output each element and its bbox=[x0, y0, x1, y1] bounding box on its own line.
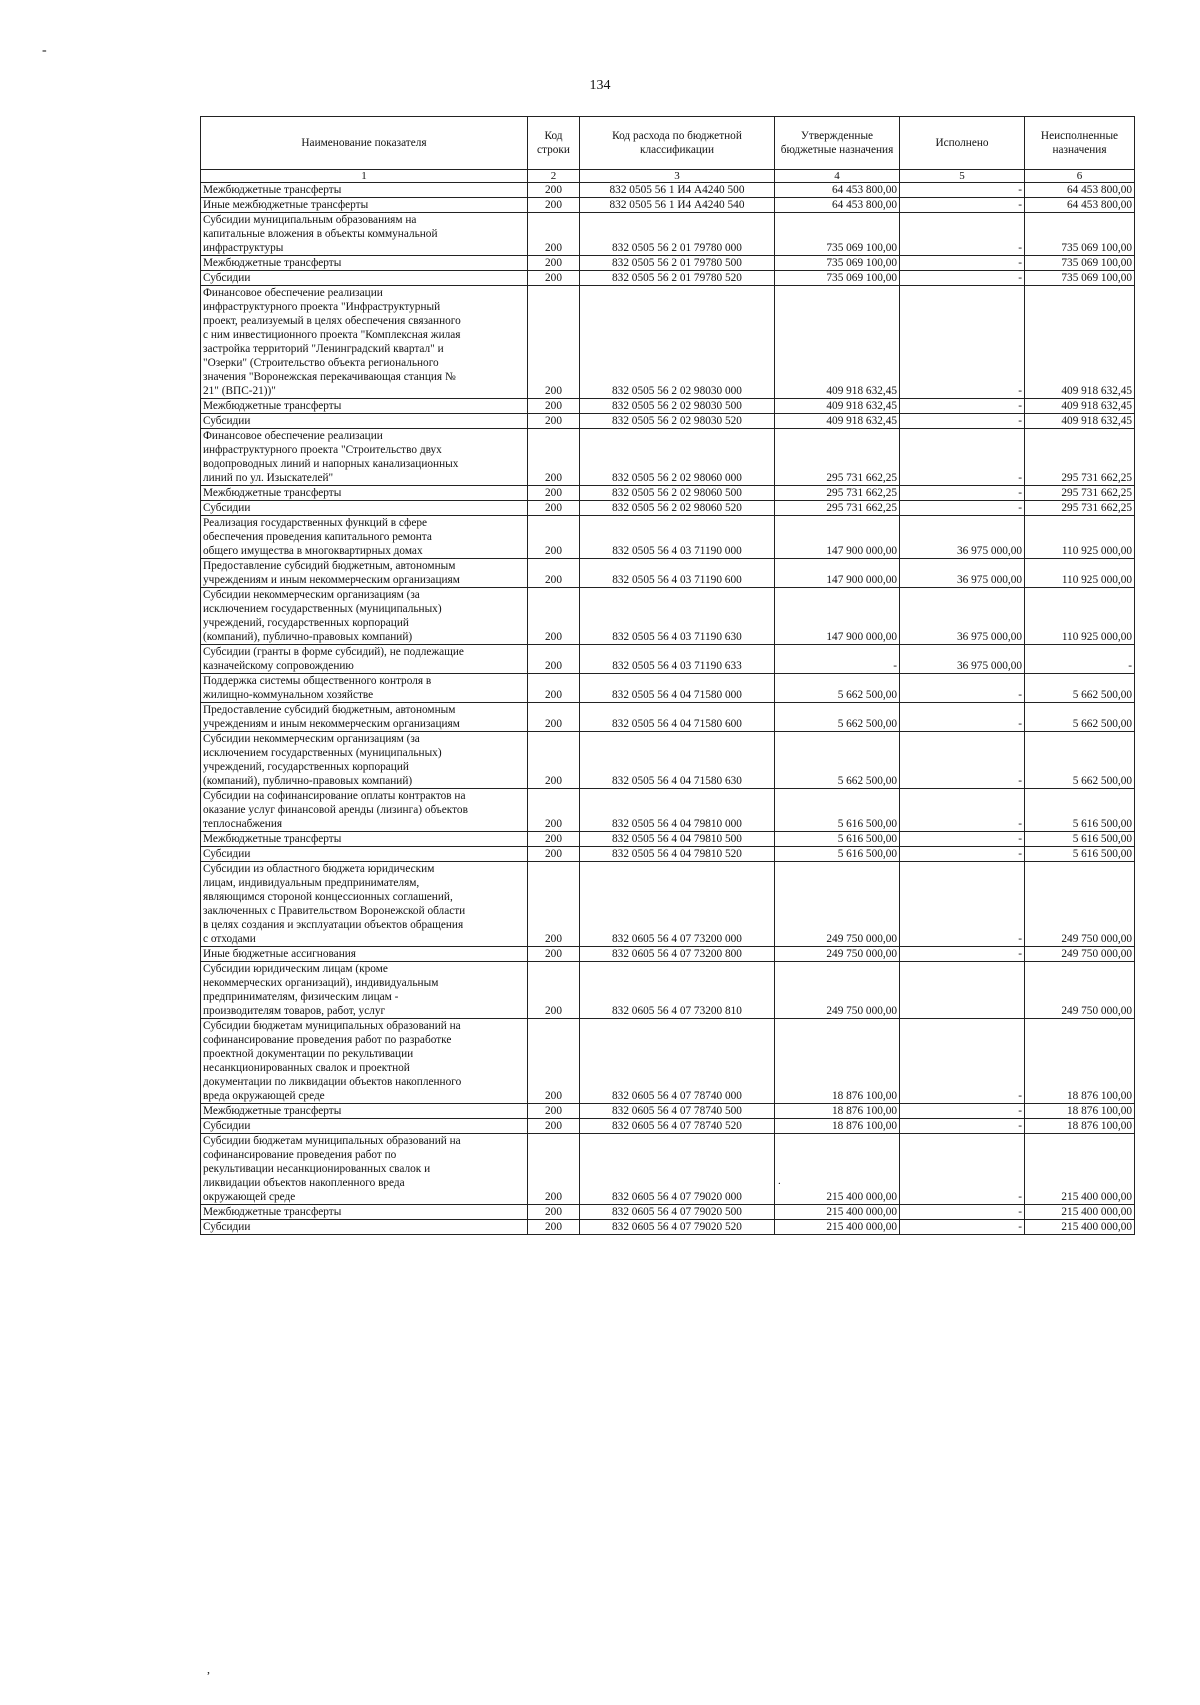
row-executed-cell: - bbox=[900, 1119, 1025, 1134]
row-name-cell: Финансовое обеспечение реализации инфраструктурного проекта "Строительство двух водопроводных линий и напорных канализационных линий по ул. Изыскателей" bbox=[201, 429, 528, 486]
row-code-cell: 200 bbox=[528, 286, 580, 399]
row-unexecuted-cell: 735 069 100,00 bbox=[1025, 213, 1135, 256]
row-approved-cell: 249 750 000,00 bbox=[775, 962, 900, 1019]
row-name-cell: Субсидии муниципальным образованиям на капитальные вложения в объекты коммунальной инфраструктуры bbox=[201, 213, 528, 256]
row-executed-cell bbox=[900, 962, 1025, 1019]
table-row bbox=[201, 789, 1135, 832]
row-approved-cell: 5 662 500,00 bbox=[775, 674, 900, 703]
row-approved-cell: 215 400 000,00 bbox=[775, 1134, 900, 1205]
table-row bbox=[201, 645, 1135, 674]
row-budget-code-cell: 832 0605 56 4 07 79020 000 bbox=[580, 1134, 775, 1205]
row-name-cell: Межбюджетные трансферты bbox=[201, 399, 528, 414]
column-number: 5 bbox=[900, 170, 1025, 183]
row-approved-cell: 5 662 500,00 bbox=[775, 732, 900, 789]
table-row bbox=[201, 862, 1135, 947]
row-executed-cell: - bbox=[900, 256, 1025, 271]
row-budget-code-cell: 832 0505 56 4 04 71580 600 bbox=[580, 703, 775, 732]
header-code: Код строки bbox=[528, 117, 580, 170]
row-executed-cell: - bbox=[900, 1205, 1025, 1220]
row-budget-code-cell: 832 0505 56 2 01 79780 520 bbox=[580, 271, 775, 286]
row-name-cell: Субсидии бюджетам муниципальных образований на софинансирование проведения работ по разработке проектной документации по рекультивации несанкционированных свалок и проектной документации по ликвидации объектов накопленного вреда окружающей среде bbox=[201, 1019, 528, 1104]
row-approved-cell: 409 918 632,45 bbox=[775, 399, 900, 414]
row-executed-cell: - bbox=[900, 1019, 1025, 1104]
row-executed-cell: - bbox=[900, 213, 1025, 256]
row-budget-code-cell: 832 0505 56 2 01 79780 000 bbox=[580, 213, 775, 256]
row-approved-cell: 5 662 500,00 bbox=[775, 703, 900, 732]
header-row bbox=[201, 117, 1135, 170]
row-code-cell: 200 bbox=[528, 429, 580, 486]
table-row bbox=[201, 516, 1135, 559]
row-code-cell: 200 bbox=[528, 486, 580, 501]
row-code-cell: 200 bbox=[528, 1220, 580, 1235]
row-approved-cell: 18 876 100,00 bbox=[775, 1019, 900, 1104]
row-unexecuted-cell: 249 750 000,00 bbox=[1025, 862, 1135, 947]
row-code-cell: 200 bbox=[528, 832, 580, 847]
row-unexecuted-cell: 409 918 632,45 bbox=[1025, 399, 1135, 414]
row-unexecuted-cell: 735 069 100,00 bbox=[1025, 256, 1135, 271]
row-approved-cell: 295 731 662,25 bbox=[775, 501, 900, 516]
row-executed-cell: - bbox=[900, 1104, 1025, 1119]
row-budget-code-cell: 832 0505 56 2 02 98060 520 bbox=[580, 501, 775, 516]
row-code-cell: 200 bbox=[528, 559, 580, 588]
row-unexecuted-cell: 64 453 800,00 bbox=[1025, 198, 1135, 213]
table-row bbox=[201, 1019, 1135, 1104]
scan-dot-mark: . bbox=[778, 1175, 781, 1187]
row-budget-code-cell: 832 0505 56 2 01 79780 500 bbox=[580, 256, 775, 271]
row-unexecuted-cell: 249 750 000,00 bbox=[1025, 947, 1135, 962]
row-code-cell: 200 bbox=[528, 862, 580, 947]
row-name-cell: Межбюджетные трансферты bbox=[201, 832, 528, 847]
row-budget-code-cell: 832 0605 56 4 07 78740 520 bbox=[580, 1119, 775, 1134]
scan-dash-mark: - bbox=[42, 43, 47, 58]
row-code-cell: 200 bbox=[528, 645, 580, 674]
row-name-cell: Субсидии бюджетам муниципальных образований на софинансирование проведения работ по рекультивации несанкционированных свалок и ликвидации объектов накопленного вреда окружающей среде bbox=[201, 1134, 528, 1205]
row-code-cell: 200 bbox=[528, 1104, 580, 1119]
row-executed-cell: - bbox=[900, 947, 1025, 962]
row-code-cell: 200 bbox=[528, 198, 580, 213]
row-budget-code-cell: 832 0605 56 4 07 73200 810 bbox=[580, 962, 775, 1019]
row-code-cell: 200 bbox=[528, 962, 580, 1019]
row-approved-cell: 249 750 000,00 bbox=[775, 862, 900, 947]
row-unexecuted-cell: 215 400 000,00 bbox=[1025, 1134, 1135, 1205]
row-code-cell: 200 bbox=[528, 674, 580, 703]
table-row bbox=[201, 286, 1135, 399]
row-name-cell: Иные межбюджетные трансферты bbox=[201, 198, 528, 213]
table-row bbox=[201, 501, 1135, 516]
row-approved-cell: 18 876 100,00 bbox=[775, 1104, 900, 1119]
row-unexecuted-cell: 18 876 100,00 bbox=[1025, 1119, 1135, 1134]
header-approved: Утвержденные бюджетные назначения bbox=[775, 117, 900, 170]
row-name-cell: Финансовое обеспечение реализации инфраструктурного проекта "Инфраструктурный проект, реализуемый в целях обеспечения связанного с ним инвестиционного проекта "Комплексная жилая застройка территорий "Ленинградский квартал" и "Озерки" (Строительство объекта регионального значения "Воронежская перекачивающая станция № 21" (ВПС-21))" bbox=[201, 286, 528, 399]
row-name-cell: Предоставление субсидий бюджетным, автономным учреждениям и иным некоммерческим организациям bbox=[201, 559, 528, 588]
row-code-cell: 200 bbox=[528, 271, 580, 286]
row-approved-cell: 64 453 800,00 bbox=[775, 198, 900, 213]
row-budget-code-cell: 832 0505 56 4 03 71190 000 bbox=[580, 516, 775, 559]
row-approved-cell: 735 069 100,00 bbox=[775, 256, 900, 271]
row-executed-cell: - bbox=[900, 198, 1025, 213]
table-row bbox=[201, 429, 1135, 486]
row-budget-code-cell: 832 0505 56 4 04 79810 500 bbox=[580, 832, 775, 847]
row-unexecuted-cell: 5 662 500,00 bbox=[1025, 674, 1135, 703]
row-approved-cell: 147 900 000,00 bbox=[775, 516, 900, 559]
row-budget-code-cell: 832 0505 56 2 02 98030 520 bbox=[580, 414, 775, 429]
row-code-cell: 200 bbox=[528, 588, 580, 645]
table-row bbox=[201, 256, 1135, 271]
row-approved-cell: 409 918 632,45 bbox=[775, 286, 900, 399]
row-budget-code-cell: 832 0505 56 2 02 98030 500 bbox=[580, 399, 775, 414]
table-row bbox=[201, 703, 1135, 732]
row-executed-cell: - bbox=[900, 414, 1025, 429]
row-code-cell: 200 bbox=[528, 1119, 580, 1134]
row-unexecuted-cell: 18 876 100,00 bbox=[1025, 1019, 1135, 1104]
column-number: 6 bbox=[1025, 170, 1135, 183]
row-approved-cell: 18 876 100,00 bbox=[775, 1119, 900, 1134]
row-budget-code-cell: 832 0605 56 4 07 78740 000 bbox=[580, 1019, 775, 1104]
table-row bbox=[201, 1220, 1135, 1235]
row-unexecuted-cell: 5 662 500,00 bbox=[1025, 732, 1135, 789]
column-number: 1 bbox=[201, 170, 528, 183]
row-unexecuted-cell: 409 918 632,45 bbox=[1025, 286, 1135, 399]
row-budget-code-cell: 832 0505 56 4 04 79810 000 bbox=[580, 789, 775, 832]
row-unexecuted-cell: 5 616 500,00 bbox=[1025, 832, 1135, 847]
table-row bbox=[201, 1119, 1135, 1134]
table-row bbox=[201, 962, 1135, 1019]
row-name-cell: Субсидии на софинансирование оплаты контрактов на оказание услуг финансовой аренды (лизинга) объектов теплоснабжения bbox=[201, 789, 528, 832]
header-name: Наименование показателя bbox=[201, 117, 528, 170]
row-executed-cell: 36 975 000,00 bbox=[900, 588, 1025, 645]
row-approved-cell: 735 069 100,00 bbox=[775, 271, 900, 286]
row-code-cell: 200 bbox=[528, 1134, 580, 1205]
row-executed-cell: - bbox=[900, 703, 1025, 732]
table-row bbox=[201, 183, 1135, 198]
row-unexecuted-cell: - bbox=[1025, 645, 1135, 674]
table-row bbox=[201, 674, 1135, 703]
table-row bbox=[201, 832, 1135, 847]
row-executed-cell: - bbox=[900, 862, 1025, 947]
row-budget-code-cell: 832 0505 56 4 04 71580 630 bbox=[580, 732, 775, 789]
row-code-cell: 200 bbox=[528, 789, 580, 832]
row-unexecuted-cell: 409 918 632,45 bbox=[1025, 414, 1135, 429]
table-row bbox=[201, 271, 1135, 286]
row-name-cell: Поддержка системы общественного контроля в жилищно-коммунальном хозяйстве bbox=[201, 674, 528, 703]
row-budget-code-cell: 832 0505 56 2 02 98060 000 bbox=[580, 429, 775, 486]
row-executed-cell: - bbox=[900, 501, 1025, 516]
row-approved-cell: 5 616 500,00 bbox=[775, 789, 900, 832]
row-approved-cell: 409 918 632,45 bbox=[775, 414, 900, 429]
row-unexecuted-cell: 215 400 000,00 bbox=[1025, 1205, 1135, 1220]
row-name-cell: Межбюджетные трансферты bbox=[201, 1104, 528, 1119]
row-code-cell: 200 bbox=[528, 1019, 580, 1104]
budget-execution-table bbox=[200, 116, 1135, 1235]
row-name-cell: Межбюджетные трансферты bbox=[201, 486, 528, 501]
table-row bbox=[201, 414, 1135, 429]
row-code-cell: 200 bbox=[528, 516, 580, 559]
row-code-cell: 200 bbox=[528, 183, 580, 198]
row-executed-cell: 36 975 000,00 bbox=[900, 559, 1025, 588]
row-executed-cell: 36 975 000,00 bbox=[900, 645, 1025, 674]
table-row bbox=[201, 1134, 1135, 1205]
row-unexecuted-cell: 249 750 000,00 bbox=[1025, 962, 1135, 1019]
row-approved-cell: 5 616 500,00 bbox=[775, 832, 900, 847]
row-name-cell: Субсидии (гранты в форме субсидий), не подлежащие казначейскому сопровождению bbox=[201, 645, 528, 674]
row-name-cell: Субсидии bbox=[201, 414, 528, 429]
row-budget-code-cell: 832 0605 56 4 07 73200 000 bbox=[580, 862, 775, 947]
row-budget-code-cell: 832 0505 56 4 03 71190 633 bbox=[580, 645, 775, 674]
row-approved-cell: 295 731 662,25 bbox=[775, 486, 900, 501]
row-approved-cell: 147 900 000,00 bbox=[775, 588, 900, 645]
table-body bbox=[201, 183, 1135, 1235]
row-name-cell: Субсидии некоммерческим организациям (за исключением государственных (муниципальных) учреждений, государственных корпораций (компаний), публично-правовых компаний) bbox=[201, 588, 528, 645]
table-row bbox=[201, 1104, 1135, 1119]
row-executed-cell: - bbox=[900, 429, 1025, 486]
row-budget-code-cell: 832 0605 56 4 07 79020 500 bbox=[580, 1205, 775, 1220]
row-approved-cell: 215 400 000,00 bbox=[775, 1205, 900, 1220]
header-budget-code: Код расхода по бюджетной классификации bbox=[580, 117, 775, 170]
row-name-cell: Межбюджетные трансферты bbox=[201, 256, 528, 271]
row-budget-code-cell: 832 0505 56 4 03 71190 600 bbox=[580, 559, 775, 588]
row-executed-cell: - bbox=[900, 183, 1025, 198]
row-executed-cell: - bbox=[900, 399, 1025, 414]
row-name-cell: Реализация государственных функций в сфере обеспечения проведения капитального ремонта общего имущества в многоквартирных домах bbox=[201, 516, 528, 559]
row-code-cell: 200 bbox=[528, 213, 580, 256]
row-unexecuted-cell: 215 400 000,00 bbox=[1025, 1220, 1135, 1235]
row-name-cell: Субсидии bbox=[201, 1119, 528, 1134]
row-executed-cell: - bbox=[900, 789, 1025, 832]
row-unexecuted-cell: 110 925 000,00 bbox=[1025, 559, 1135, 588]
table-row bbox=[201, 947, 1135, 962]
row-budget-code-cell: 832 0505 56 4 04 71580 000 bbox=[580, 674, 775, 703]
row-approved-cell: 147 900 000,00 bbox=[775, 559, 900, 588]
row-budget-code-cell: 832 0505 56 1 И4 A4240 540 bbox=[580, 198, 775, 213]
row-name-cell: Субсидии bbox=[201, 1220, 528, 1235]
column-number-row bbox=[201, 170, 1135, 183]
row-unexecuted-cell: 295 731 662,25 bbox=[1025, 501, 1135, 516]
column-number: 3 bbox=[580, 170, 775, 183]
row-approved-cell: 295 731 662,25 bbox=[775, 429, 900, 486]
row-executed-cell: - bbox=[900, 271, 1025, 286]
column-number: 4 bbox=[775, 170, 900, 183]
header-unexecuted: Неисполненные назначения bbox=[1025, 117, 1135, 170]
row-name-cell: Предоставление субсидий бюджетным, автономным учреждениям и иным некоммерческим организациям bbox=[201, 703, 528, 732]
row-approved-cell: 249 750 000,00 bbox=[775, 947, 900, 962]
row-executed-cell: - bbox=[900, 486, 1025, 501]
row-code-cell: 200 bbox=[528, 414, 580, 429]
table-row bbox=[201, 732, 1135, 789]
table-row bbox=[201, 588, 1135, 645]
row-code-cell: 200 bbox=[528, 703, 580, 732]
row-budget-code-cell: 832 0505 56 2 02 98060 500 bbox=[580, 486, 775, 501]
row-code-cell: 200 bbox=[528, 501, 580, 516]
row-unexecuted-cell: 735 069 100,00 bbox=[1025, 271, 1135, 286]
row-budget-code-cell: 832 0605 56 4 07 78740 500 bbox=[580, 1104, 775, 1119]
row-code-cell: 200 bbox=[528, 1205, 580, 1220]
row-code-cell: 200 bbox=[528, 256, 580, 271]
row-unexecuted-cell: 5 616 500,00 bbox=[1025, 789, 1135, 832]
row-executed-cell: - bbox=[900, 1134, 1025, 1205]
row-budget-code-cell: 832 0605 56 4 07 73200 800 bbox=[580, 947, 775, 962]
row-unexecuted-cell: 18 876 100,00 bbox=[1025, 1104, 1135, 1119]
row-budget-code-cell: 832 0505 56 4 03 71190 630 bbox=[580, 588, 775, 645]
row-executed-cell: - bbox=[900, 847, 1025, 862]
row-budget-code-cell: 832 0505 56 1 И4 A4240 500 bbox=[580, 183, 775, 198]
page-number: 134 bbox=[589, 78, 611, 93]
row-approved-cell: 215 400 000,00 bbox=[775, 1220, 900, 1235]
row-unexecuted-cell: 110 925 000,00 bbox=[1025, 516, 1135, 559]
row-approved-cell: 64 453 800,00 bbox=[775, 183, 900, 198]
row-code-cell: 200 bbox=[528, 847, 580, 862]
row-executed-cell: - bbox=[900, 286, 1025, 399]
row-name-cell: Субсидии юридическим лицам (кроме некоммерческих организаций), индивидуальным предпринимателям, физическим лицам - производителям товаров, работ, услуг bbox=[201, 962, 528, 1019]
row-executed-cell: - bbox=[900, 832, 1025, 847]
row-executed-cell: - bbox=[900, 732, 1025, 789]
row-code-cell: 200 bbox=[528, 947, 580, 962]
table-row bbox=[201, 486, 1135, 501]
table-row bbox=[201, 213, 1135, 256]
table-row bbox=[201, 198, 1135, 213]
row-code-cell: 200 bbox=[528, 399, 580, 414]
row-unexecuted-cell: 64 453 800,00 bbox=[1025, 183, 1135, 198]
row-approved-cell: 5 616 500,00 bbox=[775, 847, 900, 862]
row-executed-cell: 36 975 000,00 bbox=[900, 516, 1025, 559]
row-name-cell: Субсидии bbox=[201, 271, 528, 286]
scan-tick-mark: , bbox=[207, 1662, 210, 1676]
row-unexecuted-cell: 295 731 662,25 bbox=[1025, 429, 1135, 486]
row-name-cell: Межбюджетные трансферты bbox=[201, 1205, 528, 1220]
row-name-cell: Субсидии некоммерческим организациям (за исключением государственных (муниципальных) учреждений, государственных корпораций (компаний), публично-правовых компаний) bbox=[201, 732, 528, 789]
table-row bbox=[201, 847, 1135, 862]
row-approved-cell: - bbox=[775, 645, 900, 674]
row-name-cell: Межбюджетные трансферты bbox=[201, 183, 528, 198]
column-number: 2 bbox=[528, 170, 580, 183]
row-unexecuted-cell: 5 616 500,00 bbox=[1025, 847, 1135, 862]
row-budget-code-cell: 832 0505 56 4 04 79810 520 bbox=[580, 847, 775, 862]
row-executed-cell: - bbox=[900, 1220, 1025, 1235]
row-code-cell: 200 bbox=[528, 732, 580, 789]
table-row bbox=[201, 559, 1135, 588]
row-name-cell: Субсидии из областного бюджета юридическим лицам, индивидуальным предпринимателям, являющимся стороной концессионных соглашений, заключенных с Правительством Воронежской области в целях создания и эксплуатации объектов обращения с отходами bbox=[201, 862, 528, 947]
row-executed-cell: - bbox=[900, 674, 1025, 703]
row-unexecuted-cell: 5 662 500,00 bbox=[1025, 703, 1135, 732]
table-row bbox=[201, 1205, 1135, 1220]
row-name-cell: Иные бюджетные ассигнования bbox=[201, 947, 528, 962]
row-name-cell: Субсидии bbox=[201, 847, 528, 862]
header-executed: Исполнено bbox=[900, 117, 1025, 170]
row-approved-cell: 735 069 100,00 bbox=[775, 213, 900, 256]
row-unexecuted-cell: 110 925 000,00 bbox=[1025, 588, 1135, 645]
row-unexecuted-cell: 295 731 662,25 bbox=[1025, 486, 1135, 501]
row-name-cell: Субсидии bbox=[201, 501, 528, 516]
row-budget-code-cell: 832 0605 56 4 07 79020 520 bbox=[580, 1220, 775, 1235]
table-row bbox=[201, 399, 1135, 414]
row-budget-code-cell: 832 0505 56 2 02 98030 000 bbox=[580, 286, 775, 399]
